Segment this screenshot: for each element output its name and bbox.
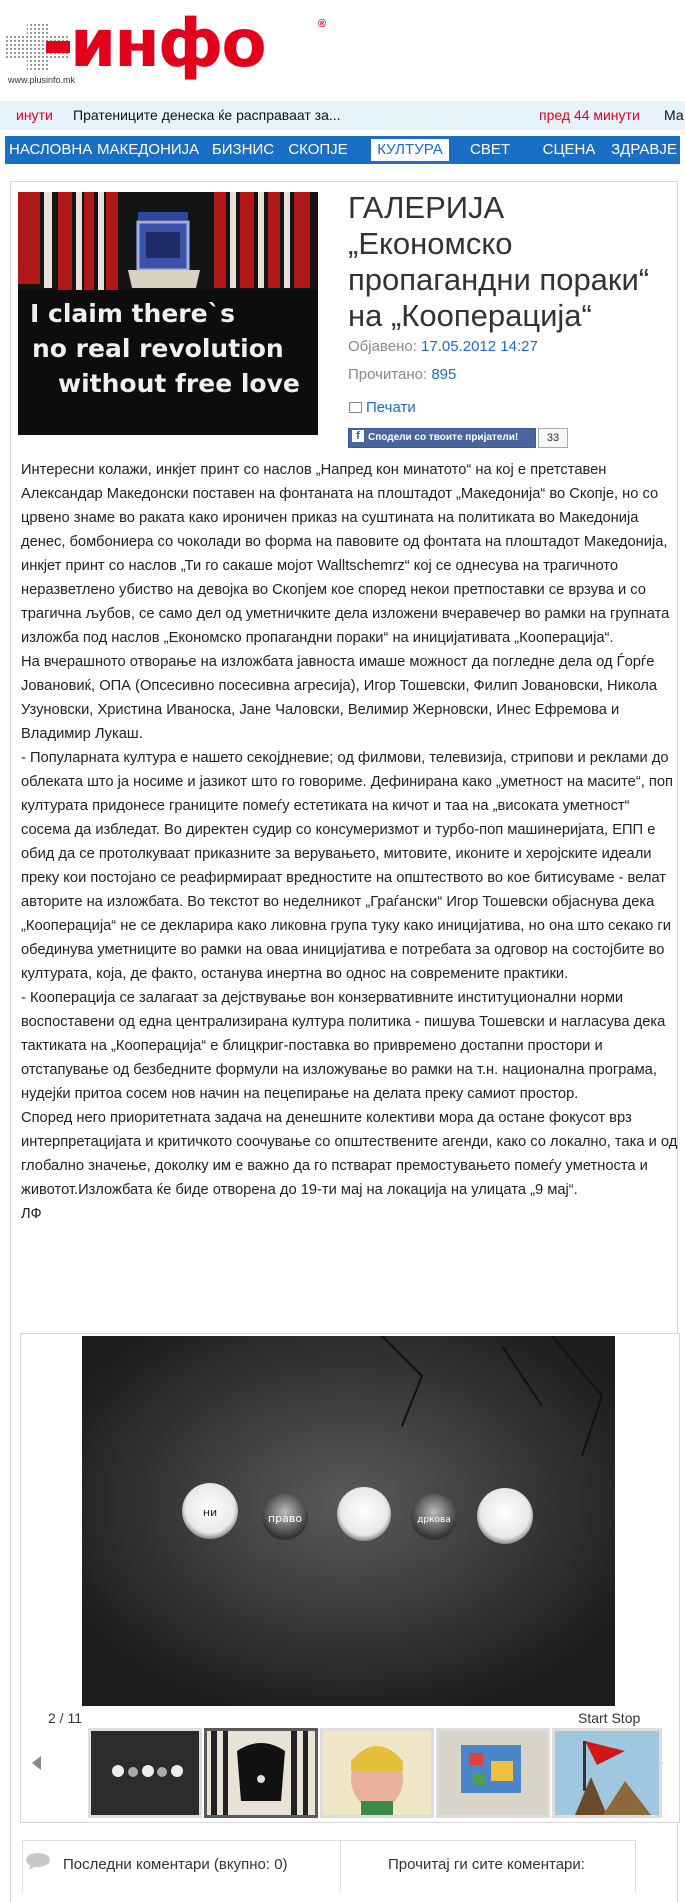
bubble-text-1: ни [202,1506,218,1519]
read-all-comments-link[interactable]: Прочитај ги сите коментари: [388,1856,585,1873]
nav-item-biznis[interactable]: БИЗНИС [211,141,275,158]
ticker-time-left: инути [16,107,53,123]
bubble-text-2: право [267,1512,303,1525]
news-ticker [0,101,685,130]
thumbnail-image [207,1731,315,1815]
nav-item-naslovna[interactable]: НАСЛОВНА [9,141,93,158]
logo-registered-mark: ® [318,18,327,30]
facebook-share-count: 33 [538,428,568,448]
article-author: ЛФ [21,1206,42,1222]
article-paragraph: Според него приоритетната задача на денешните колективи мора да остане фокусот врз интерпретацијата и критичкото соочување со општествените агенди, како со локално, така и од глобално значење, доколку им е важно да го пстварат премостувањето помеѓу уметноста и животот.Изложбата ќе биде отворена до 19-ти мај на локација на улицата „9 мај“. [21,1110,678,1198]
main-nav [5,136,680,164]
logo-url: www.plusinfo.mk [8,75,76,85]
thumbnail-image [91,1731,199,1815]
gallery-start-button[interactable]: Start [578,1710,608,1726]
hero-caption-line-3: without free love [58,369,300,398]
gallery-controls [578,1710,640,1726]
ticker-next-headline[interactable]: Ма [664,107,684,123]
article-read-count [348,366,456,383]
site-logo[interactable] [6,5,336,86]
article-title: ГАЛЕРИЈА „Економско пропагандни пораки“ на „Кооперација“ [348,190,650,333]
ticker-time-right: пред 44 минути [539,107,640,123]
nav-item-skopje[interactable]: СКОПЈЕ [288,141,348,158]
comments-divider [340,1840,341,1891]
gallery-main-image[interactable] [82,1336,615,1706]
nav-item-kultura[interactable]: КУЛТУРА [371,139,449,161]
article-body [21,458,683,1226]
gallery-thumbnail[interactable] [552,1728,662,1818]
printer-icon [349,402,362,413]
article-paragraph: На вчерашното отворање на изложбата јавноста имаше можност да погледне дела од Ѓорѓе Јовановиќ, ОПА (Опсесивно посесивна агресија), Игор Тошевски, Филип Јовановски, Никола Узуновски, Христина Иваноска, Јане Чаловски, Велимир Жерновски, Инес Ефремова и Владимир Лукаш. [21,654,658,742]
gallery-thumbnail-selected[interactable] [204,1728,318,1818]
facebook-share-label: Сподели со твоите пријатели! [368,432,519,443]
print-label: Печати [366,399,416,416]
published-value: 17.05.2012 14:27 [421,338,538,355]
print-link[interactable] [349,399,416,416]
read-label: Прочитано: [348,366,428,383]
nav-item-scena[interactable]: СЦЕНА [542,141,596,158]
ticker-headline[interactable]: Пратениците денеска ќе расправаат за... [73,107,341,123]
article-paragraph: - Кооперација се залагаат за дејствување вон конзервативните институционални норми воспоставени од една централизирана култура политика - пишува Тошевски и нагласува дека тактиката на „Кооперација“ е блицкриг-поставка во привремено достапни простори и отстапување од безбедните формули на изложување во рамки на т.н. национална програма, нудејќи притоа сосем нов начин на пецепирање на делата преку самиот простор. [21,990,666,1102]
thumbnail-image [439,1731,547,1815]
gallery-thumbnail[interactable] [88,1728,202,1818]
bubble-text-4: дркова [417,1515,451,1525]
facebook-icon: f [352,430,364,442]
article-paragraph: - Популарната култура е нашето секојдневие; од филмови, телевизија, стрипови и реклами до облеката што ја носиме и јазикот што го говориме. Дефинирана како „уметност на масите“, поп културата придонесе границите помеѓу естетиката на кичот и таа на „високата уметност“ сосема да избледат. Во директен судир со консумеризмот и турбо-поп машинеријата, ЕПП е обид да се протолкуваат приказните за верувањето, митовите, иконите и херојските идеали преку кои постојано се реафирмираат вредностите на општеството во кое битисуваме - велат авторите на изложбата. Во текстот во неделникот „Граѓански“ Игор Тошевски објаснува дека „Кооперација“ не се декларира како ликовна група туку како иницијатива, но она што секако ги обединува уметниците во рамки на оваа иницијатива е потребата за одговор на состојбите во културата, која, де факто, останува инертна во однос на современите практики. [21,750,673,982]
gallery-thumbnail[interactable] [436,1728,550,1818]
nav-item-makedonija[interactable]: МАКЕДОНИЈА [97,141,200,158]
article-paragraph: Интересни колажи, инкјет принт со наслов „Напред кон минатото“ на кој е претставен Александар Македонски поставен на фонтаната на плоштадот „Македонија“ во Скопје, но со црвено знаме во раката како ироничен приказ на суштината на политиката во Македонија денес, бомбониера со чоколади во форма на павовите од фонтата на плоштадот Македонија, инкјет принт со наслов „Ти го сакаше мојот Walltschemrz“ кој се однесува на трагичното неразветлено убиство на девојка во Скопјем кое според некои претпоставки се врзува и со трагична љубов, се само дел од уметничките дела изложени вчеравечер во рамки на групната изложба под наслов „Економско пропагандни пораки“ на иницијативата „Кооперација“. [21,462,670,646]
nav-item-svet[interactable]: СВЕТ [469,141,510,158]
facebook-share-button[interactable] [348,428,536,448]
gallery-main-photo [82,1336,615,1706]
hero-artwork [18,192,318,435]
thumbnail-image [555,1731,659,1815]
gallery-counter: 2 / 11 [48,1710,82,1726]
article-hero-image[interactable] [18,192,318,435]
nav-item-zdravje[interactable]: ЗДРАВЈЕ [611,141,677,158]
gallery-thumbnail[interactable] [320,1728,434,1818]
hero-caption-line-1: I claim there`s [30,299,235,328]
comment-bubble-icon [25,1852,51,1870]
published-label: Објавено: [348,338,417,355]
logo-wordmark: инфо [70,5,265,82]
article-published [348,338,538,355]
hero-caption-line-2: no real revolution [32,334,284,363]
thumbnail-image [323,1731,431,1815]
latest-comments-label: Последни коментари (вкупно: 0) [63,1856,288,1873]
gallery-stop-button[interactable]: Stop [611,1710,641,1726]
logo-plus-icon [6,24,70,70]
gallery-prev-arrow-icon[interactable] [32,1756,41,1770]
read-value: 895 [431,366,457,383]
